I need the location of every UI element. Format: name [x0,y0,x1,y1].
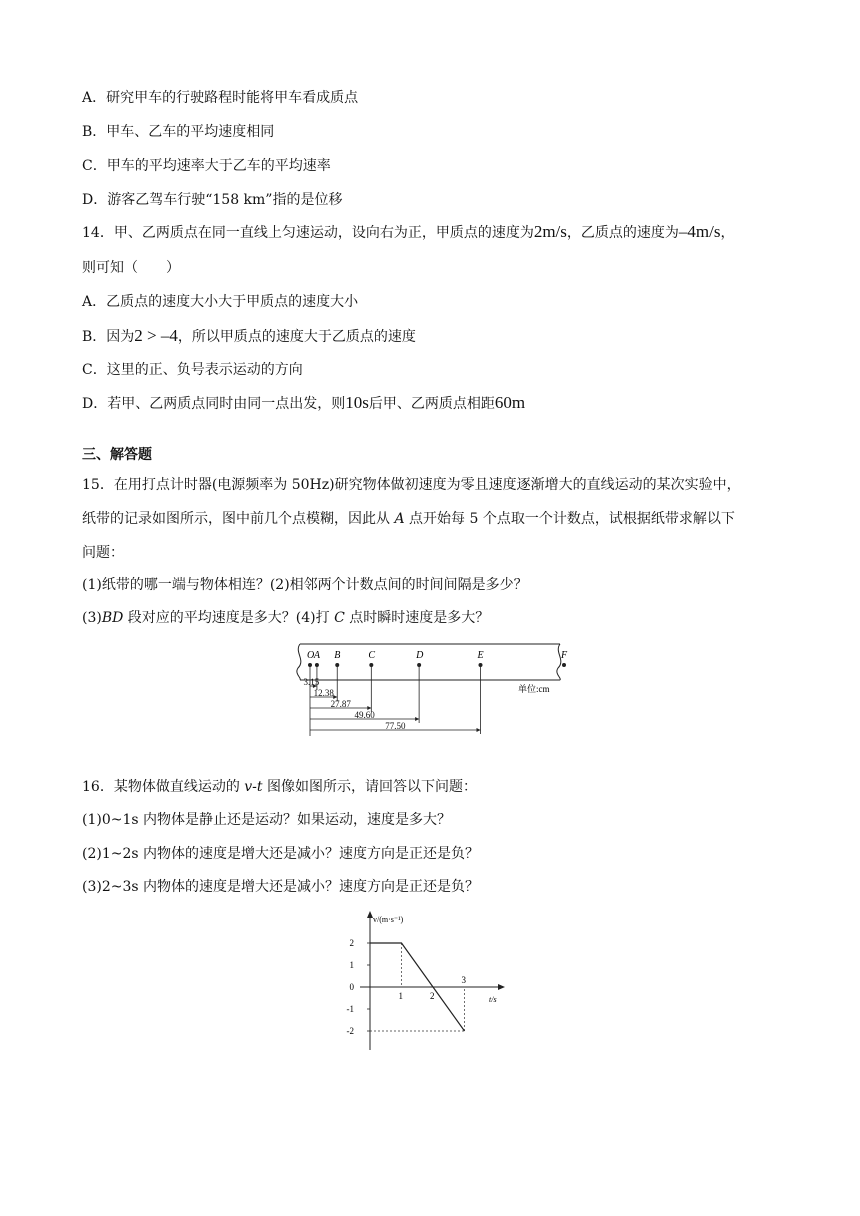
inequality: 2 > –4 [134,326,178,345]
y-tick-label: 1 [349,960,354,970]
dimension-label: 27.87 [330,699,351,709]
section-title: 三、解答题 [82,447,152,463]
q16-line3: (2)1~2s 内物体的速度是增大还是减小？速度方向是正还是负？ [82,846,480,862]
q14-option-c: C．这里的正、负号表示运动的方向 [82,362,303,378]
q14-option-a: A．乙质点的速度大小大于甲质点的速度大小 [82,294,359,310]
dimension-label: 77.50 [385,721,406,731]
y-tick-label: -2 [346,1026,354,1036]
vt-chart [330,908,520,1058]
tape-dot-F [562,663,566,667]
tape-point-label-F: F [561,650,568,661]
q15-line3: 问题： [82,545,124,561]
dimension-label: 3.15 [303,677,320,687]
q16-line1: 16．某物体做直线运动的 v-t 图像如图所示，请回答以下问题： [82,779,477,795]
tape-point-label-C: C [368,650,375,661]
tape-labels [307,650,568,661]
tape-point-label-E: E [477,650,484,661]
x-axis-label: t/s [489,995,497,1004]
x-tick-label: 3 [461,975,466,985]
dimension-label: 49.60 [354,710,375,720]
tape-point-label-O: O [307,650,315,661]
v-jia: 2m/s [533,222,567,241]
q15-line5: (3)BD 段对应的平均速度是多大？(4)打 C 点时瞬时速度是多大？ [82,610,490,626]
tape-dimensions [303,665,480,736]
y-tick-label: -1 [346,1004,354,1014]
dimension-arrow-icon [477,728,481,732]
q15-line4: (1)纸带的哪一端与物体相连？(2)相邻两个计数点间的时间间隔是多少？ [82,577,528,593]
tape-point-label-A: A [313,650,321,661]
y-tick-label: 2 [349,938,354,948]
dimension-label: 12.38 [313,688,334,698]
q13-option-c: C．甲车的平均速率大于乙车的平均速率 [82,158,331,174]
q14-option-d: D．若甲、乙两质点同时由同一点出发，则10s后甲、乙两质点相距60m [82,393,526,412]
y-axis-label: v/(m·s⁻¹) [373,915,404,924]
q15-line1: 15．在用打点计时器(电源频率为 50Hz)研究物体做初速度为零且速度逐渐增大的直线运动的某次实验中， [82,477,741,493]
y-tick-label: 0 [349,982,354,992]
q16-line4: (3)2~3s 内物体的速度是增大还是减小？速度方向是正还是负？ [82,879,480,895]
x-tick-label: 1 [398,991,403,1001]
tape-unit: 单位:cm [518,684,550,694]
v-yi: –4m/s [678,222,721,241]
q16-line2: (1)0~1s 内物体是静止还是运动？如果运动，速度是多大？ [82,812,452,828]
dimension-arrow-icon [415,717,419,721]
tape-point-label-B: B [334,650,341,661]
tape-point-label-D: D [416,650,424,661]
q13-option-b: B．甲车、乙车的平均速度相同 [82,124,275,140]
q15-line2: 纸带的记录如图所示，图中前几个点模糊，因此从 A 点开始每 5 个点取一个计数点，试根据纸带求解以下 [82,511,735,527]
q13-option-d: D．游客乙驾车行驶“158 km”指的是位移 [82,192,343,208]
paper-tape-figure [290,640,570,740]
q13-option-a: A．研究甲车的行驶路程时能将甲车看成质点 [82,90,359,106]
x-tick-label: 2 [430,991,435,1001]
q14-stem-line2: 则可知（ ） [82,260,180,276]
q14-option-b: B．因为2 > –4，所以甲质点的速度大于乙质点的速度 [82,326,416,345]
tape-dots [308,663,566,667]
q14-stem-line1: 14．甲、乙两质点在同一直线上匀速运动，设向右为正，甲质点的速度为2m/s，乙质点的速度为–4m/s， [82,222,735,241]
x-axis-arrow-icon [498,984,505,990]
